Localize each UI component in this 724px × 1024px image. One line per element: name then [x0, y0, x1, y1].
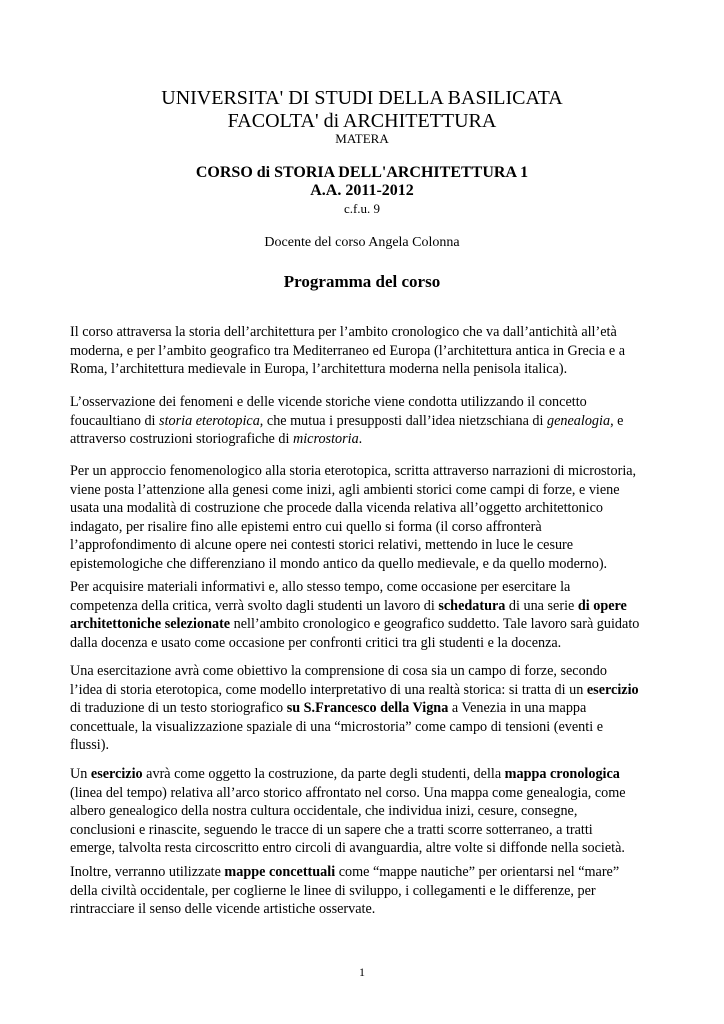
- academic-year: A.A. 2011-2012: [310, 182, 414, 199]
- italic-term: genealogia: [547, 412, 611, 429]
- paragraph-line: Per acquisire materiali informativi e, allo stesso tempo, come occasione per esercitare la: [70, 579, 571, 595]
- bold-term: esercizio: [90, 766, 143, 782]
- text-run: foucaultiano di: [70, 412, 160, 429]
- bold-term: mappe concettuali: [224, 864, 336, 880]
- paragraph-line: [70, 765, 660, 784]
- paragraph-line: [70, 699, 660, 718]
- text-run: l’idea di storia eterotopica, come modello interpretativo di una realtà storica: si tratta di un: [70, 681, 587, 698]
- bold-term: schedatura: [438, 597, 506, 614]
- text-run: di una serie: [505, 597, 578, 614]
- bold-term: esercizio: [586, 681, 639, 698]
- text-run: competenza della critica, verrà svolto dagli studenti un lavoro di: [70, 597, 439, 614]
- paragraph-line: Il corso attraversa la storia dell’architettura per l’ambito cronologico che va dall’antichità all’età: [70, 324, 617, 340]
- paragraph-line: viene posta l’attenzione alla genesi come inizi, agli ambienti storici come campi di forze, e viene: [70, 481, 620, 498]
- paragraph-line: della civiltà occidentale, per coglierne le linee di sviluppo, i collegamenti e le differenze, per: [70, 882, 596, 899]
- course-title: CORSO di STORIA DELL'ARCHITETTURA 1: [195, 164, 529, 181]
- text-run: , e: [610, 412, 624, 429]
- paragraph-line: indagato, per risalire fino alle epistemi entro cui quello si forma (il corso affronterà: [70, 518, 542, 535]
- paragraph-mappe-concettuali: [70, 863, 660, 919]
- paragraph-line: flussi).: [70, 737, 110, 754]
- paragraph-mappa-cronologica: [70, 765, 660, 858]
- paragraph-line: [70, 615, 660, 634]
- page-number: 1: [359, 965, 365, 979]
- teacher-label: Docente del corso Angela Colonna: [264, 235, 460, 250]
- text-run: attraverso costruzioni storiografiche di: [70, 431, 293, 448]
- bold-term: architettoniche selezionate: [70, 616, 231, 633]
- text-run: .: [358, 431, 363, 448]
- text-run: a Venezia in una mappa: [448, 700, 587, 717]
- text-run: avrà come oggetto la costruzione, da parte degli studenti, della: [142, 766, 505, 782]
- bold-term: di opere: [577, 597, 627, 614]
- paragraph-line: [70, 681, 660, 700]
- program-title: Programma del corso: [283, 272, 441, 291]
- paragraph-line: albero genealogico della nostra cultura occidentale, che individua inizi, cesure, consegne,: [70, 803, 578, 820]
- paragraph-line: Roma, l’architettura medievale in Europa, l’architettura moderna nella penisola italica).: [70, 361, 568, 378]
- text-run: di traduzione di un testo storiografico: [70, 700, 287, 717]
- paragraph-line: [70, 597, 660, 616]
- paragraph-line: rintracciare il senso delle vicende artistiche osservate.: [70, 901, 376, 918]
- text-run: nell’ambito cronologico e geografico suddetto. Tale lavoro sarà guidato: [230, 616, 640, 633]
- paragraph-line: Una esercitazione avrà come obiettivo la comprensione di cosa sia un campo di forze, secondo: [70, 663, 607, 679]
- paragraph-line: [70, 430, 660, 449]
- paragraph-esercitazione: [70, 662, 660, 755]
- paragraph-line: (linea del tempo) relativa all’arco storico affrontato nel corso. Una mappa come genealogia, come: [70, 784, 626, 801]
- paragraph-scope: [70, 323, 660, 379]
- paragraph-line: l’approfondimento di alcune opere nei contesti storici relativi, mettendo in luce le cesure: [70, 537, 574, 554]
- bold-term: mappa cronologica: [504, 766, 620, 782]
- italic-term: microstoria: [292, 431, 359, 448]
- paragraph-schedatura: [70, 578, 660, 652]
- paragraph-line: conclusioni e rinascite, seguendo le tracce di un sapere che a tratti scorre sotterraneo, a tratti: [70, 821, 593, 838]
- faculty-title: FACOLTA' di ARCHITETTURA: [227, 110, 497, 132]
- paragraph-line: dalla docenza e usato come occasione per confronti critici tra gli studenti e la docenza.: [70, 634, 562, 651]
- paragraph-line: emerge, talvolta resta circoscritto entro circoli di avanguardia, altre volte si diffonde nella società.: [70, 840, 625, 857]
- credits-label: c.f.u. 9: [343, 201, 381, 216]
- text-run: Un: [70, 766, 91, 782]
- text-run: Inoltre, verranno utilizzate: [70, 864, 225, 880]
- paragraph-line: [70, 863, 660, 882]
- paragraph-line: [70, 412, 660, 431]
- italic-term: storia eterotopica: [159, 412, 260, 429]
- paragraph-line: usata una modalità di costruzione che procede dalla vicenda relativa all’oggetto architettonico: [70, 500, 603, 517]
- text-run: , che mutua i presupposti dall’idea nietzschiana di: [259, 412, 548, 429]
- paragraph-line: L’osservazione dei fenomeni e delle vicende storiche viene condotta utilizzando il concetto: [70, 394, 587, 410]
- university-title: UNIVERSITA' DI STUDI DELLA BASILICATA: [161, 87, 563, 109]
- paragraph-line: moderna, e per l’ambito geografico tra Mediterraneo ed Europa (l’architettura antica in Grecia e a: [70, 342, 626, 359]
- paragraph-line: concettuale, la visualizzazione spaziale di una “microstoria” come campo di tensioni (eventi e: [70, 718, 603, 735]
- paragraph-line: Per un approccio fenomenologico alla storia eterotopica, scritta attraverso narrazioni di microstoria,: [70, 463, 637, 479]
- bold-term: su S.Francesco della Vigna: [286, 700, 449, 717]
- paragraph-approach: [70, 462, 660, 574]
- paragraph-line: epistemologiche che differenziano il mondo antico da quello medievale, e da quello moderno).: [70, 555, 608, 572]
- text-run: come “mappe nautiche” per orientarsi nel “mare”: [335, 864, 620, 880]
- city-label: MATERA: [335, 131, 389, 146]
- paragraph-method: [70, 393, 660, 449]
